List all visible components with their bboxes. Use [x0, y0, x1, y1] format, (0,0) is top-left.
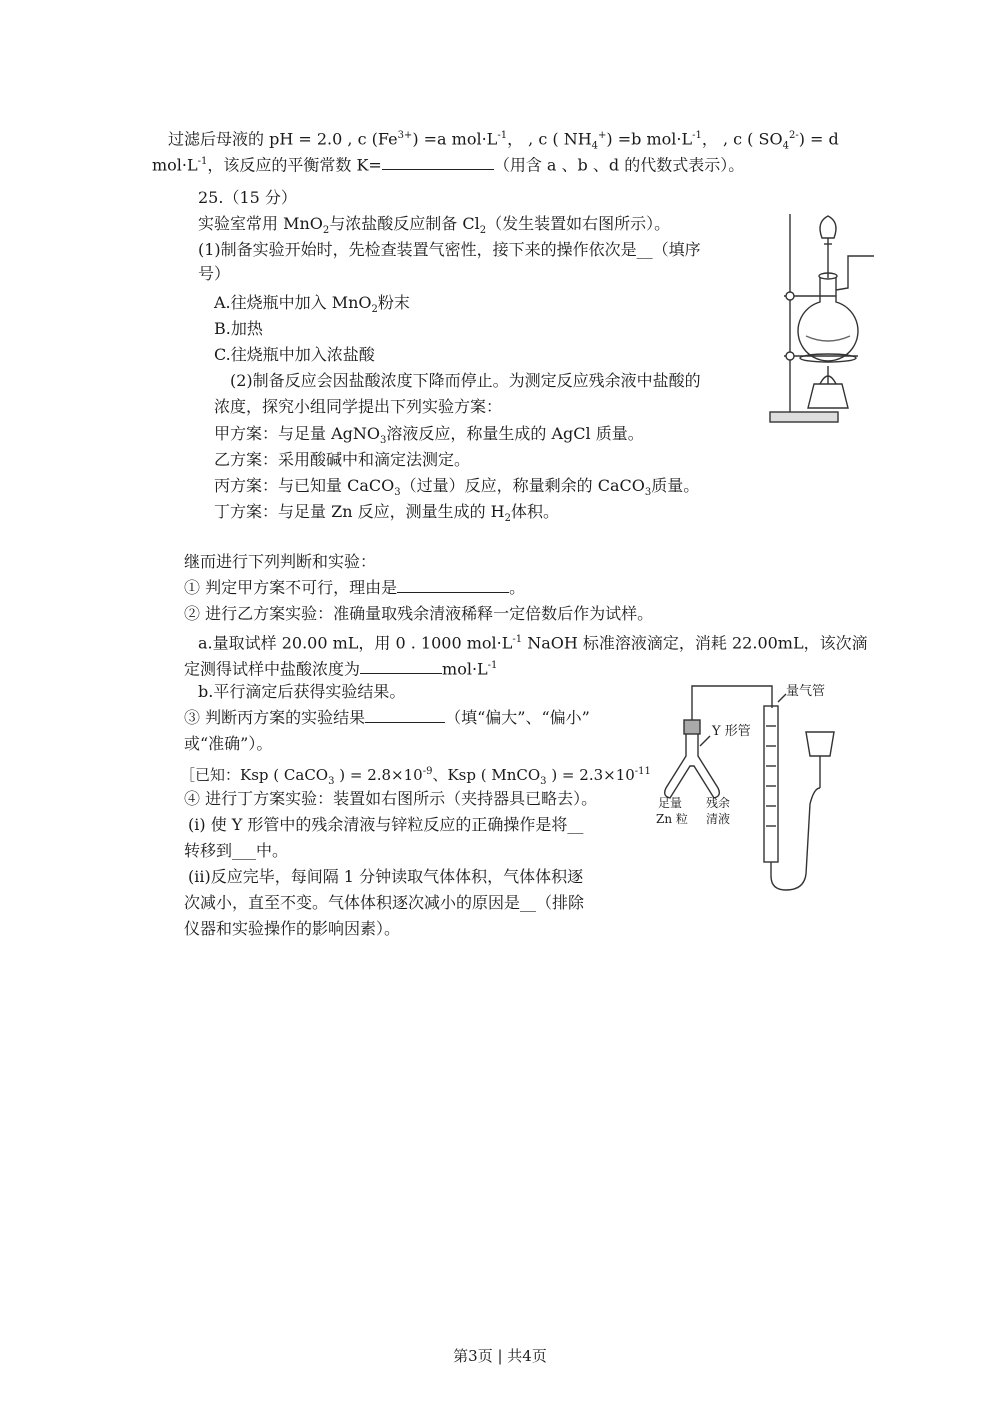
plan-jia: 甲方案：与足量 AgNO$_3$溶液反应，称量生成的 AgCl 质量。: [214, 424, 644, 447]
step-3-line2: 或“准确”）。: [184, 734, 273, 753]
step-2a-line2: 定测得试样中盐酸浓度为 $mol\cdot L^{-1}$: [184, 659, 498, 679]
top-line-1: 过滤后母液的 pH = 2.0 , c $(Fe^{3+}) =a$ $mol\cdot L^{-1}$， , c ( $NH_4^+) =b$ $mol\cdot L^{-1}$， , c ( $SO_4^{2-}) = d$: [168, 129, 839, 152]
part2-line1: (2)制备反应会因盐酸浓度下降而停止。为测定反应残余液中盐酸的: [230, 371, 701, 390]
residue-label-line1: 残余: [706, 796, 731, 810]
step-2b: b.平行滴定后获得实验结果。: [198, 682, 406, 701]
question-header: 25.（15 分）: [198, 188, 297, 207]
step-1: ① 判定甲方案不可行，理由是 。: [184, 578, 526, 597]
answer-blank-1: [397, 578, 509, 593]
step-4ii-line2: 次减小，直至不变。气体体积逐次减小的原因是__（排除: [184, 893, 585, 912]
residue-label-line2: 清液: [706, 812, 731, 826]
gas-measurement-drawing: [640, 676, 860, 896]
question-intro: 实验室常用 MnO$_2$与浓盐酸反应制备 $Cl_2$（发生装置如右图所示）。: [198, 214, 671, 237]
answer-blank-k: [382, 155, 494, 170]
plan-bing: 丙方案：与已知量 CaCO$_3$（过量）反应，称量剩余的 CaCO$_3$质量。: [214, 476, 700, 499]
top-line-2: $mol\cdot L^{-1}$，该反应的平衡常数 K= （用含 a 、b 、d 的代数式表示）。: [152, 155, 745, 175]
zn-label-line1: 足量: [658, 796, 683, 810]
step-4ii-line3: 仪器和实验操作的影响因素）。: [184, 919, 401, 938]
gas-measurement-figure: [640, 676, 860, 896]
answer-blank-2: [360, 659, 442, 674]
ksp-note: ［已知：Ksp ( CaCO$_3$ ) = $2.8\times 10^{-9}$、Ksp ( MnCO$_3$ ) = $2.3\times 10^{-11}$: [180, 766, 651, 787]
chlorine-apparatus-figure: [768, 208, 880, 426]
option-a: A.往烧瓶中加入 MnO$_2$粉末: [214, 293, 410, 316]
part1-line2: 号）: [198, 264, 231, 283]
step-2: ② 进行乙方案实验：准确量取残余清液稀释一定倍数后作为试样。: [184, 604, 654, 623]
page-footer: 第3页 | 共4页: [453, 1347, 547, 1365]
follow-text: 继而进行下列判断和实验：: [184, 552, 377, 571]
gas-tube-label: 量气管: [786, 684, 826, 699]
part2-line2: 浓度，探究小组同学提出下列实验方案：: [214, 397, 503, 416]
step-4i-line1: (i) 使 Y 形管中的残余清液与锌粒反应的正确操作是将__: [188, 815, 584, 834]
plan-yi: 乙方案：采用酸碱中和滴定法测定。: [214, 450, 471, 469]
step-2a-line1: a.量取试样 20.00 mL，用 0 . 1000 $mol\cdot L^{-1}$ NaOH 标准溶液滴定，消耗 22.00mL，该次滴: [198, 633, 868, 653]
option-c: C.往烧瓶中加入浓盐酸: [214, 345, 375, 364]
step-4i-line2: 转移到___中。: [184, 841, 289, 860]
y-tube-label: Y 形管: [712, 724, 751, 739]
option-b: B.加热: [214, 319, 263, 338]
step-4ii-line1: (ii)反应完毕，每间隔 1 分钟读取气体体积，气体体积逐: [188, 867, 584, 886]
plan-ding: 丁方案：与足量 Zn 反应，测量生成的 $H_2$体积。: [214, 502, 560, 525]
step-4: ④ 进行丁方案实验：装置如右图所示（夹持器具已略去）。: [184, 789, 598, 808]
zn-label-line2: Zn 粒: [656, 812, 688, 826]
step-3: ③ 判断丙方案的实验结果 （填“偏大”、“偏小”: [184, 708, 590, 727]
part1-line1: (1)制备实验开始时，先检查装置气密性，接下来的操作依次是__（填序: [198, 240, 701, 259]
answer-blank-3: [365, 708, 445, 723]
